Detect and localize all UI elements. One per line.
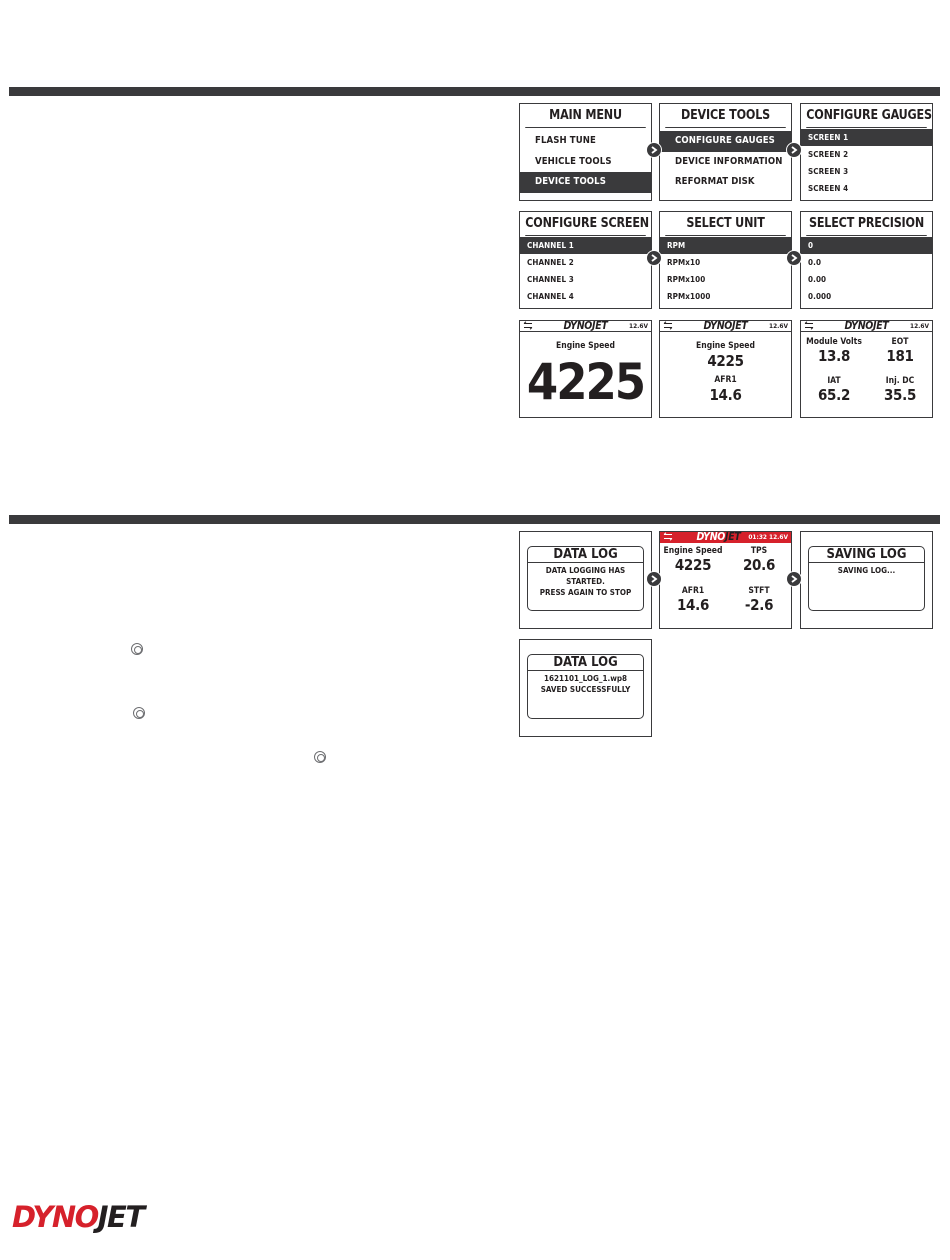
menu-item-flash-tune[interactable]: FLASH TUNE [535,135,596,146]
button-circle-icon [314,751,326,763]
select-precision-screen [800,211,933,309]
arrow-right-icon [786,571,802,587]
data-log-started-screen [519,531,652,629]
dialog-title: SAVING LOG [809,547,924,563]
dialog-message [528,563,643,598]
gauge-value: 14.6 [709,386,742,404]
menu-item-rpmx10[interactable]: RPMx10 [667,258,701,267]
gauge-label: Module Volts [806,337,862,347]
gauge-label: AFR1 [714,375,737,385]
gauge-value: 4225 [707,352,744,370]
arrow-right-icon [646,571,662,587]
gauge-value: 181 [886,347,914,365]
dialog-line: PRESS AGAIN TO STOP [539,588,632,597]
saving-log-screen [800,531,933,629]
menu-item-configure-gauges[interactable]: CONFIGURE GAUGES [660,131,791,152]
gauge-value: 4225 [674,556,712,574]
menu-item-channel-3[interactable]: CHANNEL 3 [527,275,574,284]
dialog-title: DATA LOG [528,547,643,563]
screen-title: SELECT PRECISION [806,212,927,236]
gauge-screen-single [519,320,652,418]
menu-item-precision-0[interactable]: 0 [801,237,932,254]
dynojet-logo: DYNOJET [696,531,741,543]
dialog-message: SAVING LOG... [837,566,896,575]
voltage-readout: 12.6V [629,322,648,330]
screen-title: DEVICE TOOLS [665,104,786,128]
menu-item-channel-2[interactable]: CHANNEL 2 [527,258,574,267]
gauge-screen-quad [800,320,933,418]
arrow-right-icon [646,142,662,158]
gauge-screen-logging [659,531,792,629]
menu-item-channel-1[interactable]: CHANNEL 1 [520,237,651,254]
screen-title: SELECT UNIT [665,212,786,236]
arrow-right-icon [786,142,802,158]
voltage-readout: 12.6V [769,322,788,330]
menu-item-device-information[interactable]: DEVICE INFORMATION [675,155,783,167]
gauge-label: Engine Speed [663,546,723,556]
gauge-cell [869,376,931,404]
menu-item-device-tools[interactable]: DEVICE TOOLS [520,172,651,193]
menu-item-screen-3[interactable]: SCREEN 3 [808,167,849,176]
gauge-cell [803,376,865,404]
dialog-box [808,546,925,611]
button-circle-icon [133,707,145,719]
menu-item-screen-2[interactable]: SCREEN 2 [808,150,849,159]
dynojet-logo: DYNOJET [563,320,608,332]
menu-item-vehicle-tools[interactable]: VEHICLE TOOLS [535,155,612,167]
menu-item-precision-0-00[interactable]: 0.00 [808,275,827,284]
gauge-label: Inj. DC [885,376,915,386]
voltage-readout: 12.6V [910,322,929,330]
screen-title: CONFIGURE GAUGES [806,104,927,128]
gauge-cell [662,586,724,614]
button-circle-icon [131,643,143,655]
arrow-right-icon [786,250,802,266]
log-time-voltage: 01:32 12.6V [748,533,788,541]
dialog-title: DATA LOG [528,655,643,671]
gauge-cell [662,546,724,574]
menu-item-rpmx100[interactable]: RPMx100 [667,275,706,284]
gauge-value: -2.6 [744,596,774,614]
screen-title: CONFIGURE SCREEN [525,212,646,236]
gauge-cell [728,546,790,574]
gauge-header-logging [660,532,791,543]
menu-item-screen-1[interactable]: SCREEN 1 [801,129,932,146]
gauge-value: 13.8 [817,347,851,365]
gauge-value: 20.6 [742,556,776,574]
select-unit-screen [659,211,792,309]
dialog-line: SAVED SUCCESSFULLY [540,685,631,694]
gauge-value: 4225 [526,353,645,411]
gauge-label: TPS [750,546,768,556]
menu-item-reformat-disk[interactable]: REFORMAT DISK [675,176,755,187]
gauge-label: STFT [748,586,770,596]
dialog-message [528,671,643,695]
data-log-saved-screen [519,639,652,737]
gauge-value: 35.5 [883,386,917,404]
section-divider-bottom [9,515,940,524]
menu-item-precision-0-0[interactable]: 0.0 [808,258,822,267]
menu-item-screen-4[interactable]: SCREEN 4 [808,184,849,193]
dialog-line: DATA LOGGING HAS STARTED. [545,566,626,586]
main-menu-screen [519,103,652,201]
menu-item-rpm[interactable]: RPM [660,237,791,254]
arrow-right-icon [646,250,662,266]
configure-screen-screen [519,211,652,309]
gauge-header [520,321,651,332]
dynojet-brand-logo: DYNOJET [12,1200,144,1234]
gauge-value: 65.2 [817,386,851,404]
gauge-cell [803,337,865,365]
gauge-header [801,321,932,332]
gauge-value: 14.6 [676,596,710,614]
gauge-cell [869,337,931,365]
dynojet-logo: DYNOJET [844,320,889,332]
device-tools-screen [659,103,792,201]
dialog-line: 1621101_LOG_1.wp8 [543,674,628,683]
section-divider-top [9,87,940,96]
configure-gauges-screen [800,103,933,201]
screen-title: MAIN MENU [525,104,646,128]
gauge-label: AFR1 [681,586,705,596]
menu-item-channel-4[interactable]: CHANNEL 4 [527,292,574,301]
dynojet-logo: DYNOJET [703,320,748,332]
dialog-box [527,654,644,719]
gauge-header [660,321,791,332]
gauge-label: Engine Speed [556,341,615,351]
gauge-screen-dual [659,320,792,418]
menu-item-rpmx1000[interactable]: RPMx1000 [667,292,711,301]
dialog-box [527,546,644,611]
gauge-label: EOT [891,337,909,347]
gauge-label: Engine Speed [696,341,755,351]
menu-item-precision-0-000[interactable]: 0.000 [808,292,832,301]
gauge-cell [728,586,790,614]
gauge-label: IAT [827,376,841,386]
